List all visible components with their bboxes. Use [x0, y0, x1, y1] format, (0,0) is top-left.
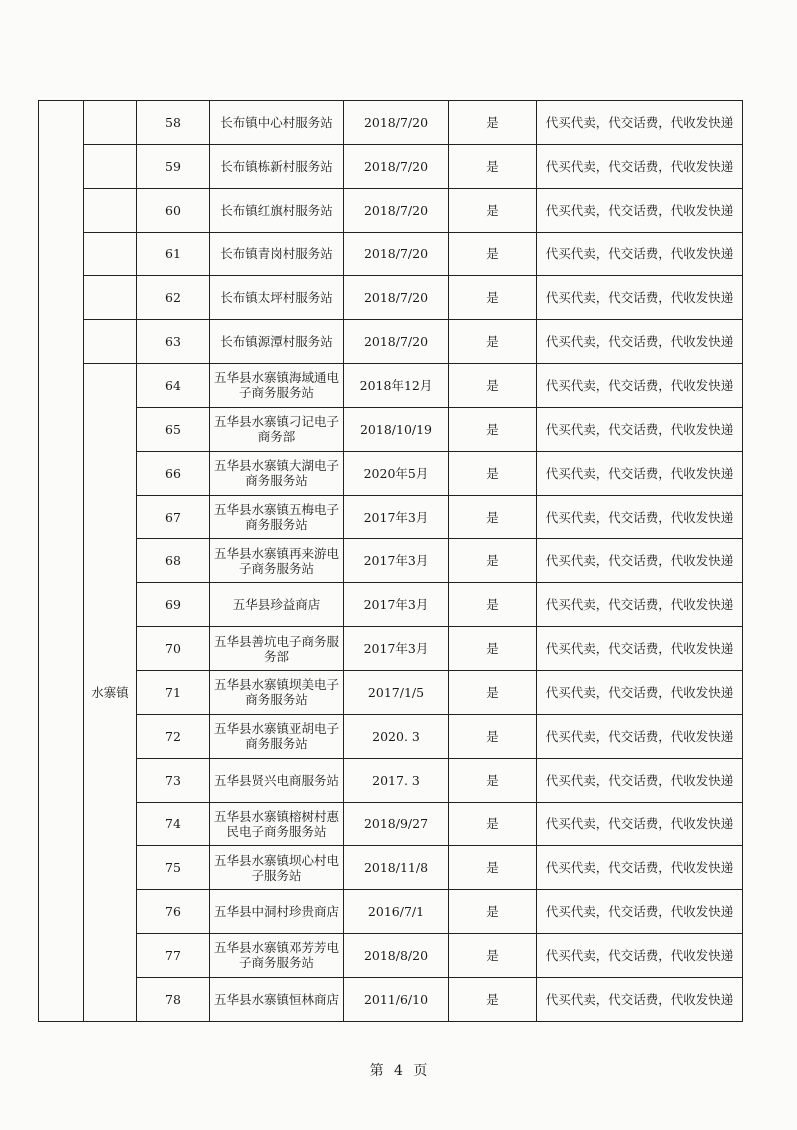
table-row [39, 232, 743, 276]
date-cell: 2018/11/8 [344, 846, 449, 890]
row-number-cell: 76 [137, 890, 210, 934]
table-row [39, 144, 743, 188]
flag-cell: 是 [449, 583, 537, 627]
flag-cell: 是 [449, 451, 537, 495]
table-row [39, 758, 743, 802]
station-name-cell: 五华县水寨镇亚胡电子商务服务站 [210, 714, 344, 758]
row-number-cell: 58 [137, 101, 210, 145]
row-number-cell: 67 [137, 495, 210, 539]
flag-cell: 是 [449, 232, 537, 276]
station-name-cell: 五华县水寨镇邓芳芳电子商务服务站 [210, 934, 344, 978]
row-number-cell: 75 [137, 846, 210, 890]
service-cell: 代买代卖，代交话费，代收发快递 [537, 802, 743, 846]
date-cell: 2018/7/20 [344, 101, 449, 145]
flag-cell: 是 [449, 890, 537, 934]
flag-cell: 是 [449, 407, 537, 451]
flag-cell: 是 [449, 144, 537, 188]
date-cell: 2018/7/20 [344, 320, 449, 364]
station-table-body [39, 101, 743, 1022]
station-name-cell: 长布镇中心村服务站 [210, 101, 344, 145]
table-row [39, 539, 743, 583]
flag-cell: 是 [449, 846, 537, 890]
station-name-cell: 五华县水寨镇五梅电子商务服务站 [210, 495, 344, 539]
station-name-cell: 五华县水寨镇恒林商店 [210, 977, 344, 1021]
station-name-cell: 长布镇红旗村服务站 [210, 188, 344, 232]
station-name-cell: 五华县贤兴电商服务站 [210, 758, 344, 802]
date-cell: 2018/8/20 [344, 934, 449, 978]
table-row [39, 495, 743, 539]
flag-cell: 是 [449, 758, 537, 802]
date-cell: 2018/7/20 [344, 144, 449, 188]
page-number: 4 [394, 1063, 403, 1079]
table-row [39, 276, 743, 320]
row-number-cell: 71 [137, 670, 210, 714]
service-cell: 代买代卖，代交话费，代收发快递 [537, 539, 743, 583]
service-cell: 代买代卖，代交话费，代收发快递 [537, 627, 743, 671]
service-cell: 代买代卖，代交话费，代收发快递 [537, 407, 743, 451]
date-cell: 2017年3月 [344, 495, 449, 539]
row-number-cell: 68 [137, 539, 210, 583]
date-cell: 2018/10/19 [344, 407, 449, 451]
flag-cell: 是 [449, 320, 537, 364]
flag-cell: 是 [449, 802, 537, 846]
service-cell: 代买代卖，代交话费，代收发快递 [537, 934, 743, 978]
flag-cell: 是 [449, 539, 537, 583]
date-cell: 2018/7/20 [344, 188, 449, 232]
flag-cell: 是 [449, 364, 537, 408]
service-cell: 代买代卖，代交话费，代收发快递 [537, 714, 743, 758]
row-number-cell: 61 [137, 232, 210, 276]
row-number-cell: 64 [137, 364, 210, 408]
station-name-cell: 长布镇源潭村服务站 [210, 320, 344, 364]
row-number-cell: 77 [137, 934, 210, 978]
service-cell: 代买代卖，代交话费，代收发快递 [537, 583, 743, 627]
station-name-cell: 五华县水寨镇再来游电子商务服务站 [210, 539, 344, 583]
flag-cell: 是 [449, 495, 537, 539]
table-row [39, 364, 743, 408]
table-row [39, 934, 743, 978]
table-row [39, 320, 743, 364]
page-prefix: 第 [369, 1063, 384, 1079]
row-blank-cell [84, 276, 137, 320]
station-name-cell: 五华县水寨镇坝美电子商务服务站 [210, 670, 344, 714]
station-name-cell: 长布镇青岗村服务站 [210, 232, 344, 276]
table-row [39, 977, 743, 1021]
station-name-cell: 五华县水寨镇大湖电子商务服务站 [210, 451, 344, 495]
row-number-cell: 63 [137, 320, 210, 364]
service-cell: 代买代卖，代交话费，代收发快递 [537, 758, 743, 802]
flag-cell: 是 [449, 670, 537, 714]
table-row [39, 670, 743, 714]
station-name-cell: 五华县水寨镇刁记电子商务部 [210, 407, 344, 451]
date-cell: 2017/1/5 [344, 670, 449, 714]
flag-cell: 是 [449, 934, 537, 978]
date-cell: 2018/9/27 [344, 802, 449, 846]
flag-cell: 是 [449, 977, 537, 1021]
page-footer [0, 1060, 797, 1080]
service-cell: 代买代卖，代交话费，代收发快递 [537, 101, 743, 145]
service-cell: 代买代卖，代交话费，代收发快递 [537, 890, 743, 934]
row-number-cell: 62 [137, 276, 210, 320]
table-row [39, 583, 743, 627]
row-blank-cell [84, 144, 137, 188]
date-cell: 2020. 3 [344, 714, 449, 758]
table-row [39, 407, 743, 451]
flag-cell: 是 [449, 188, 537, 232]
row-blank-cell [84, 188, 137, 232]
service-cell: 代买代卖，代交话费，代收发快递 [537, 144, 743, 188]
row-number-cell: 66 [137, 451, 210, 495]
row-number-cell: 74 [137, 802, 210, 846]
table-row [39, 714, 743, 758]
date-cell: 2016/7/1 [344, 890, 449, 934]
row-number-cell: 70 [137, 627, 210, 671]
service-cell: 代买代卖，代交话费，代收发快递 [537, 451, 743, 495]
service-cell: 代买代卖，代交话费，代收发快递 [537, 670, 743, 714]
service-cell: 代买代卖，代交话费，代收发快递 [537, 276, 743, 320]
date-cell: 2018年12月 [344, 364, 449, 408]
table-row [39, 846, 743, 890]
table-row [39, 188, 743, 232]
blank-column-cell [39, 101, 84, 1022]
row-number-cell: 73 [137, 758, 210, 802]
date-cell: 2017年3月 [344, 627, 449, 671]
row-number-cell: 60 [137, 188, 210, 232]
row-number-cell: 59 [137, 144, 210, 188]
date-cell: 2017. 3 [344, 758, 449, 802]
row-number-cell: 69 [137, 583, 210, 627]
service-cell: 代买代卖，代交话费，代收发快递 [537, 232, 743, 276]
row-number-cell: 72 [137, 714, 210, 758]
row-blank-cell [84, 320, 137, 364]
station-name-cell: 五华县善坑电子商务服务部 [210, 627, 344, 671]
station-name-cell: 五华县水寨镇榕树村惠民电子商务服务站 [210, 802, 344, 846]
table-row [39, 890, 743, 934]
service-cell: 代买代卖，代交话费，代收发快递 [537, 188, 743, 232]
flag-cell: 是 [449, 101, 537, 145]
date-cell: 2018/7/20 [344, 232, 449, 276]
service-cell: 代买代卖，代交话费，代收发快递 [537, 977, 743, 1021]
table-row [39, 627, 743, 671]
station-name-cell: 长布镇栋新村服务站 [210, 144, 344, 188]
date-cell: 2018/7/20 [344, 276, 449, 320]
station-name-cell: 五华县珍益商店 [210, 583, 344, 627]
town-cell: 水寨镇 [84, 364, 137, 1022]
row-number-cell: 78 [137, 977, 210, 1021]
station-name-cell: 五华县水寨镇海域通电子商务服务站 [210, 364, 344, 408]
page-suffix: 页 [413, 1063, 428, 1079]
station-name-cell: 长布镇太坪村服务站 [210, 276, 344, 320]
date-cell: 2011/6/10 [344, 977, 449, 1021]
station-name-cell: 五华县水寨镇坝心村电子服务站 [210, 846, 344, 890]
service-cell: 代买代卖，代交话费，代收发快递 [537, 364, 743, 408]
flag-cell: 是 [449, 714, 537, 758]
flag-cell: 是 [449, 627, 537, 671]
flag-cell: 是 [449, 276, 537, 320]
table-row [39, 802, 743, 846]
table-row [39, 451, 743, 495]
row-number-cell: 65 [137, 407, 210, 451]
station-table [38, 100, 743, 1022]
date-cell: 2020年5月 [344, 451, 449, 495]
service-cell: 代买代卖，代交话费，代收发快递 [537, 495, 743, 539]
station-name-cell: 五华县中洞村珍贵商店 [210, 890, 344, 934]
date-cell: 2017年3月 [344, 539, 449, 583]
row-blank-cell [84, 101, 137, 145]
service-cell: 代买代卖，代交话费，代收发快递 [537, 320, 743, 364]
date-cell: 2017年3月 [344, 583, 449, 627]
service-cell: 代买代卖，代交话费，代收发快递 [537, 846, 743, 890]
row-blank-cell [84, 232, 137, 276]
table-row [39, 101, 743, 145]
